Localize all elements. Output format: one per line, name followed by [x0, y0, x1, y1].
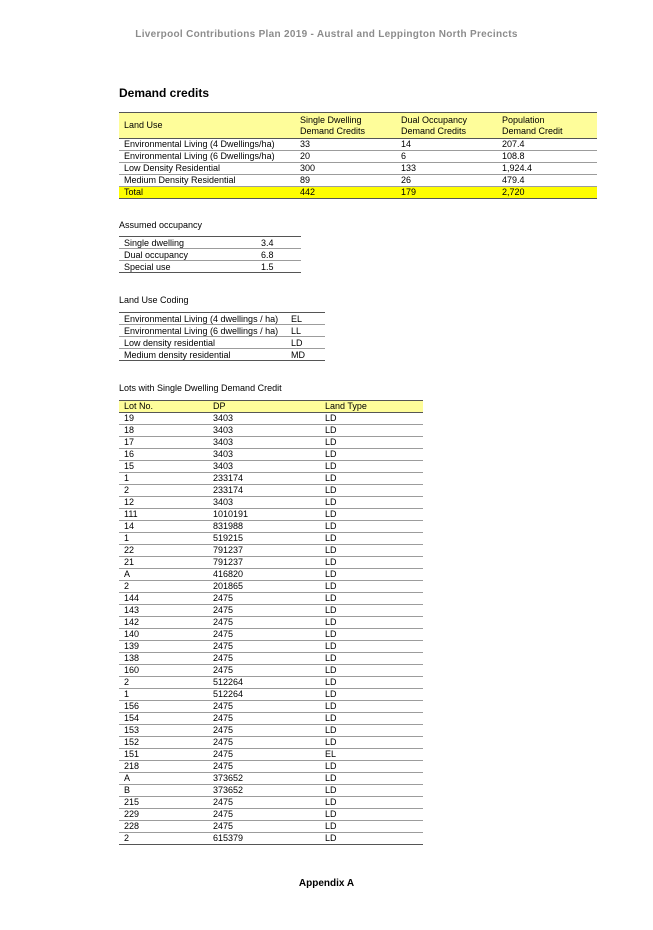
- table-cell: LD: [325, 557, 337, 567]
- table-cell: LD: [325, 677, 337, 687]
- table-cell: LD: [325, 641, 337, 651]
- table-cell: 179: [401, 187, 417, 197]
- table-row: [119, 581, 423, 593]
- coding-caption: Land Use Coding: [119, 295, 189, 305]
- table-cell: 791237: [213, 557, 244, 567]
- table-row: [119, 773, 423, 785]
- table-cell: 151: [124, 749, 140, 759]
- table-cell: LD: [325, 569, 337, 579]
- table-cell: Low Density Residential: [124, 163, 221, 173]
- table-row: [119, 629, 423, 641]
- table-cell: Low density residential: [124, 337, 216, 348]
- table-row: [119, 337, 325, 349]
- table-row: [119, 461, 423, 473]
- table-row: [119, 713, 423, 725]
- column-header: Land Type: [325, 401, 367, 411]
- table-cell: EL: [325, 749, 337, 759]
- page-footer: Appendix A: [298, 878, 355, 889]
- table-cell: 2475: [213, 629, 234, 639]
- table-cell: 2475: [213, 641, 234, 651]
- table-cell: 2: [124, 485, 130, 495]
- table-cell: EL: [291, 313, 303, 324]
- table-cell: A: [124, 569, 131, 579]
- table-cell: 153: [124, 725, 140, 735]
- table-cell: 519215: [213, 533, 244, 543]
- table-cell: LD: [325, 593, 337, 603]
- table-cell: 373652: [213, 773, 244, 783]
- table-cell: 89: [300, 175, 311, 185]
- table-cell: LD: [325, 689, 337, 699]
- table-row: [119, 437, 423, 449]
- table-cell: 3.4: [261, 237, 274, 248]
- table-cell: 142: [124, 617, 140, 627]
- table-row: [119, 313, 325, 325]
- table-cell: 33: [300, 139, 311, 149]
- table-row: [119, 665, 423, 677]
- table-cell: 1010191: [213, 509, 249, 519]
- table-cell: 228: [124, 821, 140, 831]
- table-row: [119, 821, 423, 833]
- land-use-coding-table: [119, 312, 325, 361]
- table-cell: LD: [325, 449, 337, 459]
- column-header: Dual Occupancy Demand Credits: [401, 114, 468, 136]
- table-row: [119, 237, 301, 249]
- table-cell: Special use: [124, 261, 171, 272]
- table-cell: 160: [124, 665, 140, 675]
- table-cell: Total: [124, 187, 144, 197]
- table-cell: 144: [124, 593, 140, 603]
- table-cell: 233174: [213, 485, 244, 495]
- table-cell: LD: [325, 485, 337, 495]
- table-cell: 133: [401, 163, 417, 173]
- table-row: [119, 593, 423, 605]
- table-cell: LL: [291, 325, 302, 336]
- table-cell: 15: [124, 461, 135, 471]
- table-cell: 373652: [213, 785, 244, 795]
- table-cell: 2475: [213, 737, 234, 747]
- table-row: [119, 325, 325, 337]
- table-cell: 1: [124, 533, 130, 543]
- table-row: [119, 653, 423, 665]
- table-cell: LD: [325, 809, 337, 819]
- table-cell: 108.8: [502, 151, 525, 161]
- table-cell: 139: [124, 641, 140, 651]
- table-cell: 2,720: [502, 187, 525, 197]
- table-cell: LD: [325, 797, 337, 807]
- table-cell: 1: [124, 689, 130, 699]
- table-row: [119, 151, 597, 163]
- table-cell: A: [124, 773, 131, 783]
- table-cell: Environmental Living (4 Dwellings/ha): [124, 139, 275, 149]
- table-header-row: [119, 113, 597, 139]
- table-cell: LD: [325, 761, 337, 771]
- table-row: [119, 139, 597, 151]
- table-cell: Medium density residential: [124, 349, 231, 360]
- table-cell: LD: [325, 629, 337, 639]
- table-cell: Medium Density Residential: [124, 175, 236, 185]
- table-row: [119, 349, 325, 361]
- table-row: [119, 249, 301, 261]
- table-cell: LD: [325, 821, 337, 831]
- table-row: [119, 175, 597, 187]
- table-cell: LD: [325, 473, 337, 483]
- table-cell: 2: [124, 581, 130, 591]
- table-cell: 6.8: [261, 249, 274, 260]
- table-cell: 215: [124, 797, 140, 807]
- lots-caption: Lots with Single Dwelling Demand Credit: [119, 383, 282, 393]
- table-cell: 3403: [213, 497, 234, 507]
- table-row: [119, 533, 423, 545]
- table-row: [119, 413, 423, 425]
- table-cell: 615379: [213, 833, 244, 843]
- table-cell: 6: [401, 151, 407, 161]
- table-row: [119, 833, 423, 845]
- table-cell: LD: [325, 653, 337, 663]
- table-header-row: [119, 401, 423, 413]
- table-row: [119, 785, 423, 797]
- table-cell: LD: [325, 833, 337, 843]
- table-cell: 2475: [213, 797, 234, 807]
- table-cell: 12: [124, 497, 135, 507]
- table-cell: 300: [300, 163, 316, 173]
- table-cell: LD: [325, 437, 337, 447]
- table-cell: 201865: [213, 581, 244, 591]
- table-cell: Dual occupancy: [124, 249, 189, 260]
- column-header: Population Demand Credit: [502, 114, 563, 136]
- table-cell: 14: [124, 521, 135, 531]
- table-cell: 1,924.4: [502, 163, 533, 173]
- table-cell: 138: [124, 653, 140, 663]
- table-cell: 3403: [213, 437, 234, 447]
- table-cell: 2475: [213, 617, 234, 627]
- table-cell: 479.4: [502, 175, 525, 185]
- table-cell: 442: [300, 187, 316, 197]
- table-cell: LD: [325, 773, 337, 783]
- table-cell: 831988: [213, 521, 244, 531]
- table-cell: LD: [325, 581, 337, 591]
- table-cell: 18: [124, 425, 135, 435]
- table-cell: 154: [124, 713, 140, 723]
- table-cell: 512264: [213, 689, 244, 699]
- table-cell: 229: [124, 809, 140, 819]
- table-row: [119, 605, 423, 617]
- table-cell: 2475: [213, 713, 234, 723]
- table-cell: 2: [124, 677, 130, 687]
- table-cell: 143: [124, 605, 140, 615]
- table-cell: Environmental Living (6 Dwellings/ha): [124, 151, 275, 161]
- table-cell: 2475: [213, 593, 234, 603]
- table-cell: 22: [124, 545, 135, 555]
- table-row: [119, 797, 423, 809]
- lots-table: [119, 400, 423, 845]
- table-cell: 416820: [213, 569, 244, 579]
- table-cell: LD: [325, 605, 337, 615]
- table-row: [119, 497, 423, 509]
- table-cell: 3403: [213, 449, 234, 459]
- table-cell: LD: [325, 737, 337, 747]
- table-cell: B: [124, 785, 131, 795]
- table-cell: LD: [325, 533, 337, 543]
- page-title: Demand credits: [119, 86, 210, 100]
- table-cell: Single dwelling: [124, 237, 185, 248]
- column-header: Lot No.: [124, 401, 154, 411]
- table-cell: 2475: [213, 821, 234, 831]
- table-cell: 16: [124, 449, 135, 459]
- table-row: [119, 521, 423, 533]
- table-cell: LD: [325, 665, 337, 675]
- table-cell: LD: [325, 497, 337, 507]
- page-header: Liverpool Contributions Plan 2019 - Austral and Leppington North Precincts: [135, 29, 518, 40]
- table-row: [119, 545, 423, 557]
- table-cell: 2475: [213, 725, 234, 735]
- table-row: [119, 163, 597, 175]
- column-header: DP: [213, 401, 226, 411]
- table-cell: MD: [291, 349, 305, 360]
- table-cell: LD: [325, 521, 337, 531]
- table-cell: LD: [325, 461, 337, 471]
- table-cell: 3403: [213, 413, 234, 423]
- table-row: [119, 761, 423, 773]
- table-cell: LD: [325, 425, 337, 435]
- table-cell: 152: [124, 737, 140, 747]
- table-cell: LD: [325, 713, 337, 723]
- table-cell: 156: [124, 701, 140, 711]
- table-cell: Environmental Living (6 dwellings / ha): [124, 325, 279, 336]
- table-cell: 2475: [213, 809, 234, 819]
- table-row: [119, 617, 423, 629]
- table-row: [119, 425, 423, 437]
- occupancy-caption: Assumed occupancy: [119, 220, 203, 230]
- table-cell: 20: [300, 151, 311, 161]
- table-row: [119, 725, 423, 737]
- table-row: [119, 261, 301, 273]
- table-cell: 2475: [213, 653, 234, 663]
- table-cell: LD: [325, 785, 337, 795]
- table-cell: 26: [401, 175, 412, 185]
- table-cell: 19: [124, 413, 135, 423]
- table-cell: 218: [124, 761, 140, 771]
- table-cell: LD: [325, 545, 337, 555]
- table-cell: 2475: [213, 605, 234, 615]
- table-cell: 2475: [213, 761, 234, 771]
- table-row: [119, 809, 423, 821]
- table-cell: LD: [325, 509, 337, 519]
- table-cell: 2475: [213, 749, 234, 759]
- table-row: [119, 689, 423, 701]
- column-header: Single Dwelling Demand Credits: [300, 114, 366, 136]
- table-cell: 17: [124, 437, 135, 447]
- table-cell: 233174: [213, 473, 244, 483]
- table-row: [119, 701, 423, 713]
- table-row: [119, 449, 423, 461]
- table-cell: Environmental Living (4 dwellings / ha): [124, 313, 279, 324]
- table-cell: 14: [401, 139, 412, 149]
- table-cell: 1: [124, 473, 130, 483]
- table-cell: 791237: [213, 545, 244, 555]
- table-cell: 111: [124, 509, 138, 519]
- table-row: [119, 485, 423, 497]
- table-cell: 3403: [213, 425, 234, 435]
- table-cell: LD: [325, 413, 337, 423]
- table-cell: LD: [325, 701, 337, 711]
- total-row: [119, 187, 597, 199]
- table-cell: LD: [325, 725, 337, 735]
- table-row: [119, 677, 423, 689]
- table-cell: 512264: [213, 677, 244, 687]
- table-row: [119, 509, 423, 521]
- table-cell: 207.4: [502, 139, 525, 149]
- table-cell: 21: [124, 557, 135, 567]
- table-cell: 2475: [213, 701, 234, 711]
- table-cell: 2475: [213, 665, 234, 675]
- table-row: [119, 557, 423, 569]
- table-cell: 1.5: [261, 261, 274, 272]
- table-cell: 2: [124, 833, 130, 843]
- occupancy-table: [119, 236, 301, 273]
- table-row: [119, 737, 423, 749]
- table-cell: LD: [325, 617, 337, 627]
- table-cell: LD: [291, 337, 303, 348]
- table-row: [119, 749, 423, 761]
- column-header: Land Use: [124, 120, 163, 130]
- table-row: [119, 641, 423, 653]
- table-cell: 3403: [213, 461, 234, 471]
- demand-credits-table: [119, 112, 597, 199]
- table-row: [119, 473, 423, 485]
- table-row: [119, 569, 423, 581]
- table-cell: 140: [124, 629, 140, 639]
